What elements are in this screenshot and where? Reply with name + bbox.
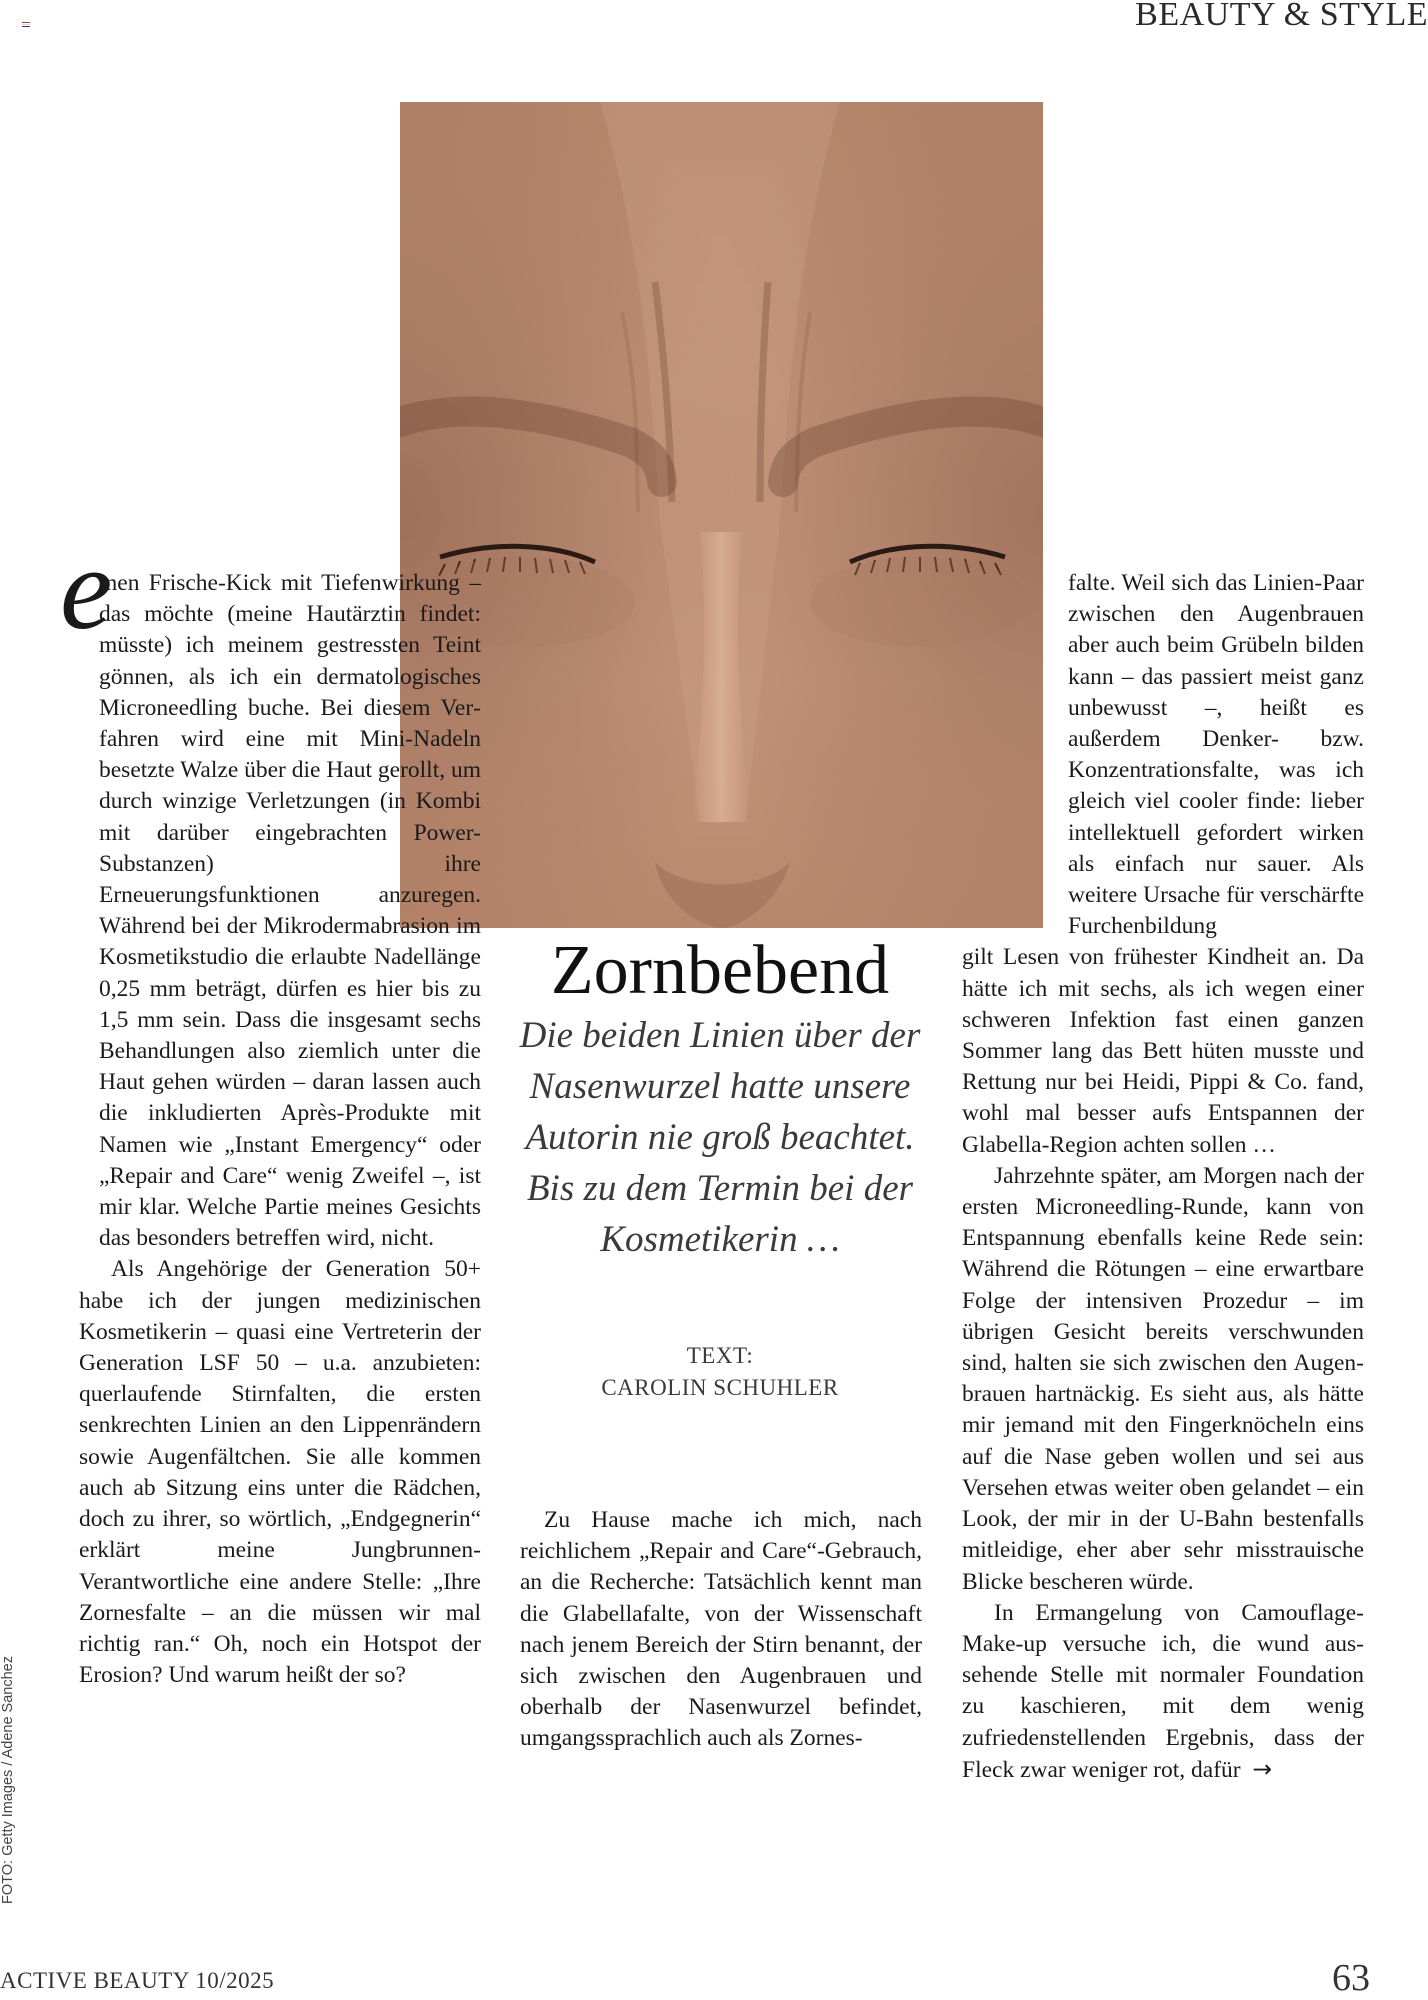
credit-label: TEXT: xyxy=(686,1343,754,1368)
photo-credit: FOTO: Getty Images / Adene Sanchez xyxy=(0,1656,16,1904)
section-title: BEAUTY & STYLE xyxy=(1135,0,1428,33)
footer-magazine: ACTIVE BEAUTY 10/2025 xyxy=(0,1968,275,1993)
article-column-3 xyxy=(962,568,1364,1786)
headline: Zornbebend xyxy=(550,932,890,1009)
paragraph: Als Angehörige der Generation 50+ habe ich der jungen medizinischen Kosmetikerin – quasi eine Vertreterin der Generation LSF 50 – u.a. anzubieten: querlaufende Stirnfalten, die ersten senkrechten Linien an den Lippenrändern sowie Augenfältchen. Sie alle kommen auch ab Sitzung eins unter die Rädchen, doch zu ihrer, so wörtlich, „Endgegnerin“ erklärt meine Jungbrunnen-Verantwortliche eine andere Stelle: „Ihre Zornesfalte – an die müssen wir mal richtig ran.“ Oh, noch ein Hotspot der Erosion? Und warum heißt der so? xyxy=(79,1256,481,1689)
drop-cap: e xyxy=(60,523,113,654)
credit-name: CAROLIN SCHUHLER xyxy=(601,1375,839,1400)
paragraph: Jahrzehnte später, am Morgen nach der ersten Microneedling-Runde, kann von Entspannung ebenfalls keine Rede sein: Während die Rötungen – eine erwartbare Folge der intensiven Prozedur – im übrigen Gesicht bereits verschwunden sind, halten sie sich zwischen den Augenbrauen hartnäckig. Es sieht aus, als hätte mir jemand mit den Fingerknöcheln eins auf die Nase geben wollen und sei aus Versehen etwas weiter oben gelandet – ein Look, der mir in der U-Bahn bestenfalls mitleidige, eher aber sehr misstrauische Blicke bescheren würde. xyxy=(962,1162,1364,1595)
paragraph-text: In Ermangelung von Camouflage-Make-up versuche ich, die wund aussehende Stelle mit normaler Foundation zu kaschieren, mit dem wenig zufriedenstellenden Ergebnis, dass der Fleck zwar weniger rot, dafür xyxy=(962,1599,1364,1783)
article-column-2 xyxy=(520,1505,922,1755)
paragraph: inen Frische-Kick mit Tiefenwirkung – das möchte (meine Hautärztin findet: müsste) ich meinem gestressten Teint gönnen, als ich ein dermatologisches Microneedling buche. Bei diesem Verfahren wird eine mit Mini-Nadeln besetzte Walze über die Haut gerollt, um durch winzige Verletzungen (in Kombi mit darüber eingebrachten Power-Substanzen) ihre Erneuerungsfunktionen anzuregen. Während bei der Mikrodermabrasion im Kosmetikstudio die erlaubte Nadellänge 0,25 mm beträgt, dürfen es hier bis zu 1,5 mm sein. Dass die insgesamt sechs Behandlungen also ziemlich unter die Haut gehen würden – daran lassen auch die inkludierten Après-Produkte mit Namen wie „Instant Emergency“ oder „Repair and Care“ wenig Zweifel –, ist mir klar. Welche Partie meines Gesichts das besonders betreffen wird, nicht. xyxy=(99,570,482,1252)
arrow-right-icon: → xyxy=(1252,1754,1273,1783)
paragraph: gilt Lesen von frühester Kindheit an. Da hätte ich mit sechs, als ich wegen einer schweren Infektion fast einen ganzen Sommer lang das Bett hüten musste und Rettung nur bei Heidi, Pippi & Co. fand, wohl mal besser aufs Entspannen der Glabella-Region achten sollen … xyxy=(962,944,1364,1158)
author-credit xyxy=(500,1340,940,1404)
paragraph: falte. Weil sich das Linien-Paar zwischen den Augenbrauen aber auch beim Grübeln bilden kann – das passiert meist ganz unbewusst –, heißt es außerdem Denker- bzw. Konzentrationsfalte, was ich gleich viel cooler finde: lieber intellektuell gefordert wirken als einfach nur sauer. Als weitere Ursache für verschärfte Furchenbildung xyxy=(1068,570,1364,940)
paragraph: Zu Hause mache ich mich, nach reichlichem „Repair and Care“-Gebrauch, an die Recherche: Tatsächlich kennt man die Glabellafalte, von der Wissenschaft nach jenem Bereich der Stirn benannt, der sich zwischen den Augenbrauen und oberhalb der Nasenwurzel befindet, umgangssprachlich auch als Zornes- xyxy=(520,1507,922,1752)
page-number: 63 xyxy=(1332,1957,1370,1999)
flag-mark xyxy=(22,22,30,27)
deck: Die beiden Linien über der Nasenwurzel hatte unsere Autorin nie groß beachtet. Bis zu dem Termin bei der Kosmetikerin … xyxy=(519,1015,921,1260)
face-photo xyxy=(400,102,1043,928)
paragraph xyxy=(962,1598,1364,1786)
article-column-1 xyxy=(79,568,481,1691)
